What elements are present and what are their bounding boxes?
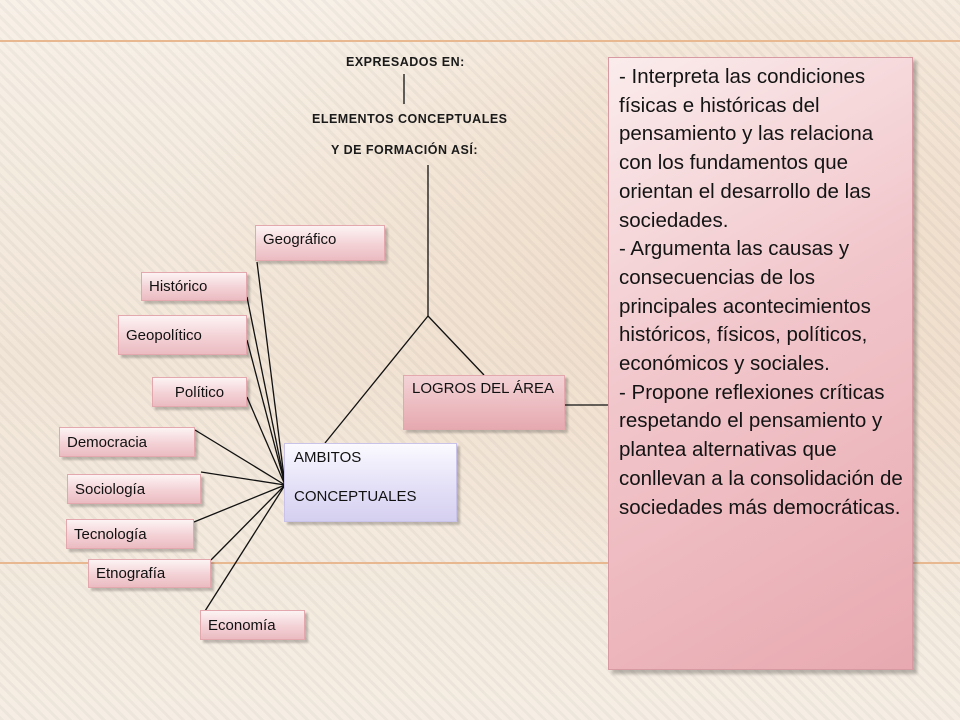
box-historico: Histórico [141,272,247,301]
box-sociologia: Sociología [67,474,201,504]
box-geografico: Geográfico [255,225,385,261]
header-formacion: Y DE FORMACIÓN ASÍ: [331,143,479,157]
header-elementos-conceptuales: ELEMENTOS CONCEPTUALES [312,112,508,126]
achievement-propone: - Propone reflexiones críticas respetando el pensamiento y plantea alternativas que conllevan a la consolidación de sociedades más democráticas. [619,380,903,519]
connector-sociologia [201,472,285,485]
connector-democracia [195,430,285,485]
achievements-panel [608,57,913,670]
connector-trunk-to-logros [428,316,484,375]
header-expresados: EXPRESADOS EN: [346,55,465,69]
box-tecnologia: Tecnología [66,519,194,549]
ambitos-line2: CONCEPTUALES [294,488,417,505]
connector-etnografia [211,485,285,560]
ambitos-line1: AMBITOS [294,449,362,466]
connector-geopolitico [247,340,285,485]
box-etnografia: Etnografía [88,559,211,588]
ambitos-conceptuales-node [284,443,457,522]
box-geopolitico: Geopolítico [118,315,247,355]
box-politico: Político [152,377,247,407]
achievement-argumenta: - Argumenta las causas y consecuencias de los principales acontecimientos históricos, físicos, políticos, económicos y sociales. [619,237,871,376]
box-democracia: Democracia [59,427,195,457]
connector-tecnologia [194,485,285,522]
logros-del-area-node: LOGROS DEL ÁREA [403,375,565,430]
connector-economia [205,485,285,611]
achievement-interpreta: - Interpreta las condiciones físicas e históricas del pensamiento y las relaciona con los fundamentos que orientan el desarrollo de las sociedades. [619,65,874,232]
connector-historico [247,297,285,485]
box-economia: Economía [200,610,305,640]
